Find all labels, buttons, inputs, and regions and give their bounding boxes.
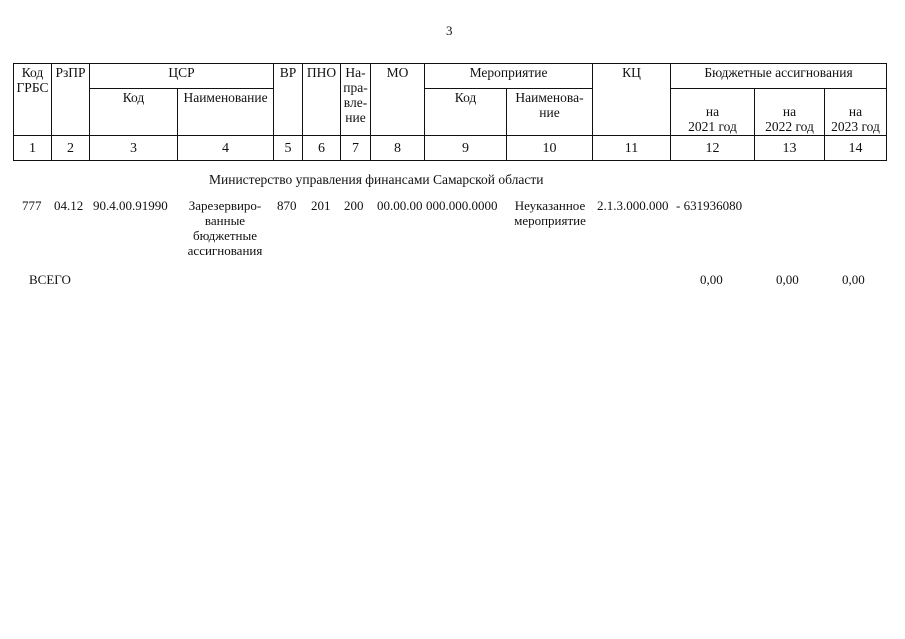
column-number: 11 (593, 136, 671, 161)
row-pno: 201 (311, 198, 331, 213)
total-2022: 0,00 (776, 272, 799, 287)
row-vr: 870 (277, 198, 297, 213)
column-number: 9 (425, 136, 507, 161)
row-mo: 00.00.00 (377, 198, 423, 213)
total-2021: 0,00 (700, 272, 723, 287)
total-2023: 0,00 (842, 272, 865, 287)
header-direction: На- пра- вле- ние (341, 64, 371, 136)
header-allocations: Бюджетные ассигнования (671, 64, 887, 89)
column-number: 14 (825, 136, 887, 161)
total-label: ВСЕГО (29, 272, 71, 287)
ministry-title: Министерство управления финансами Самарской области (209, 172, 544, 187)
header-pno: ПНО (303, 64, 341, 136)
column-number: 7 (341, 136, 371, 161)
header-event-code: Код (425, 89, 507, 136)
column-number: 13 (755, 136, 825, 161)
header-grbs: Код ГРБС (14, 64, 52, 136)
column-number: 2 (52, 136, 90, 161)
header-csr-code: Код (90, 89, 178, 136)
row-amount-2021: - 631936080 (676, 198, 743, 213)
row-rzpr: 04.12 (54, 198, 84, 213)
column-number: 5 (274, 136, 303, 161)
header-year-2023: на 2023 год (825, 89, 887, 136)
header-csr: ЦСР (90, 64, 274, 89)
column-number: 6 (303, 136, 341, 161)
budget-table-header (13, 63, 887, 161)
header-year-2021: на 2021 год (671, 89, 755, 136)
row-grbs: 777 (22, 198, 42, 213)
page-number: 3 (446, 23, 453, 38)
row-kc: 2.1.3.000.000 (597, 198, 669, 213)
column-number: 3 (90, 136, 178, 161)
header-mo: МО (371, 64, 425, 136)
column-number: 1 (14, 136, 52, 161)
header-rzpr: РзПР (52, 64, 90, 136)
row-csr-name: Зарезервиро- ванные бюджетные ассигнования (187, 198, 263, 258)
row-event-code: 000.000.0000 (426, 198, 498, 213)
column-number: 12 (671, 136, 755, 161)
row-direction: 200 (344, 198, 364, 213)
header-event-name: Наименова- ние (507, 89, 593, 136)
header-vr: ВР (274, 64, 303, 136)
row-csr-code: 90.4.00.91990 (93, 198, 168, 213)
header-kc: КЦ (593, 64, 671, 136)
header-csr-name: Наименование (178, 89, 274, 136)
column-number: 8 (371, 136, 425, 161)
column-number: 10 (507, 136, 593, 161)
header-year-2022: на 2022 год (755, 89, 825, 136)
row-event-name: Неуказанное мероприятие (514, 198, 586, 228)
header-event: Мероприятие (425, 64, 593, 89)
column-number: 4 (178, 136, 274, 161)
